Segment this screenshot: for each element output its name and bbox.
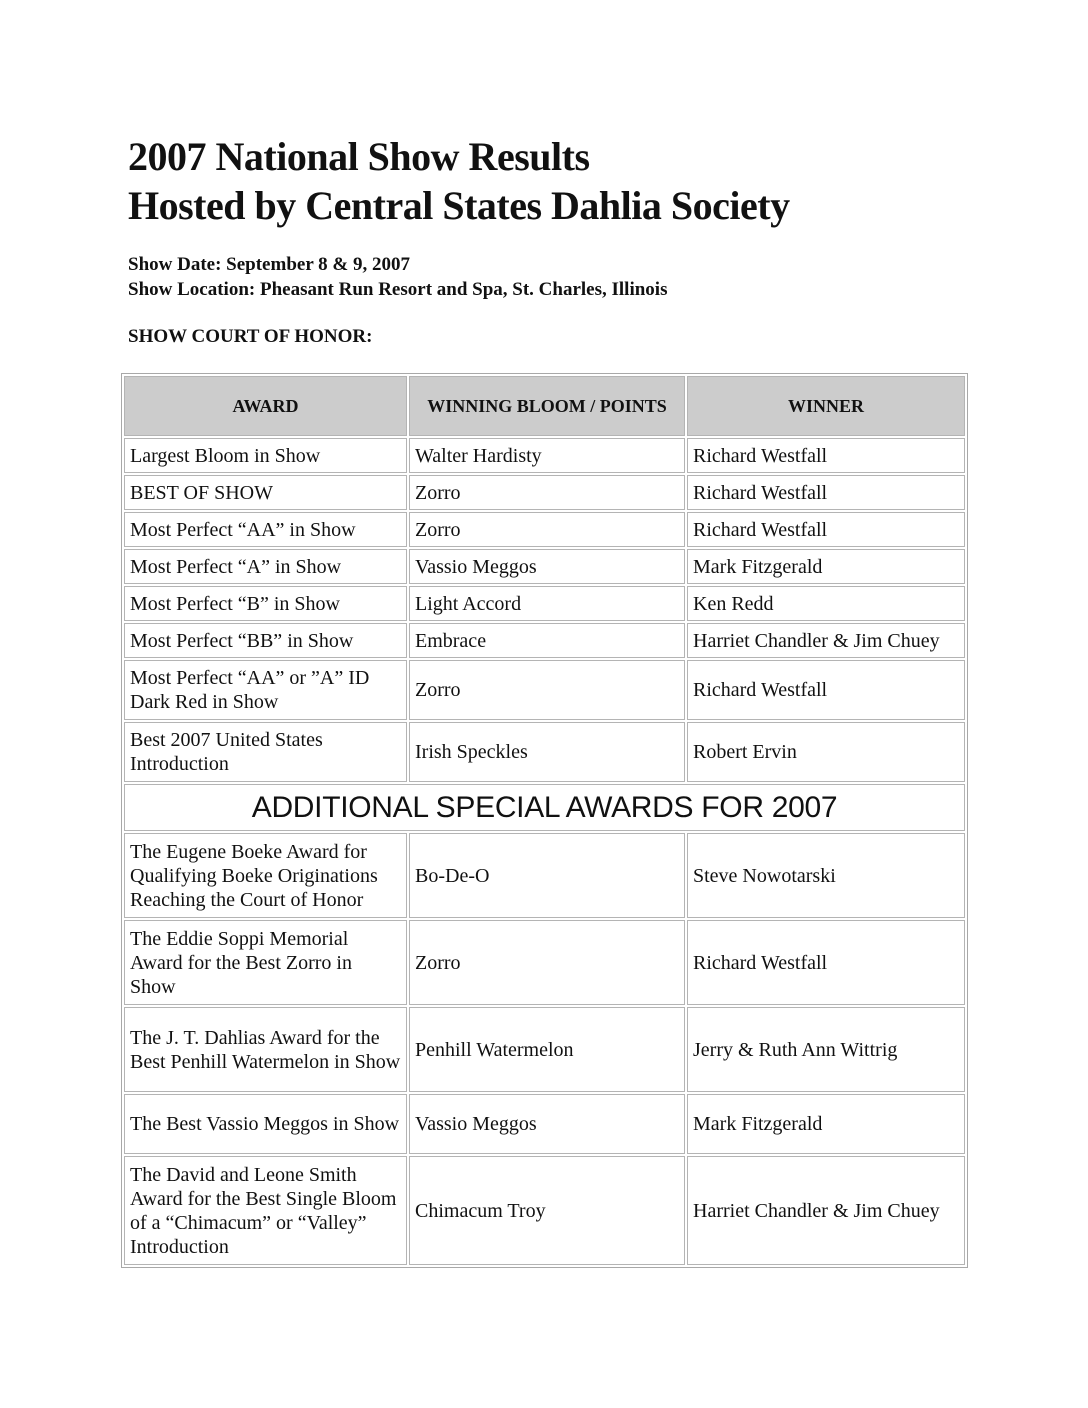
award-cell: Largest Bloom in Show xyxy=(124,438,407,473)
bloom-cell: Chimacum Troy xyxy=(409,1156,685,1265)
page-title-line-2: Hosted by Central States Dahlia Society xyxy=(128,183,790,228)
winner-cell: Harriet Chandler & Jim Chuey xyxy=(687,1156,965,1265)
winner-cell: Harriet Chandler & Jim Chuey xyxy=(687,623,965,658)
show-date: Show Date: September 8 & 9, 2007 xyxy=(128,254,410,275)
header-winning-bloom: WINNING BLOOM / POINTS xyxy=(409,376,685,436)
winner-cell: Robert Ervin xyxy=(687,722,965,782)
table-row xyxy=(124,1007,965,1092)
winner-cell: Mark Fitzgerald xyxy=(687,1094,965,1154)
page-title xyxy=(128,132,790,230)
show-info xyxy=(128,252,667,302)
header-winner: WINNER xyxy=(687,376,965,436)
winner-cell: Richard Westfall xyxy=(687,660,965,720)
table-header-row xyxy=(124,376,965,436)
bloom-cell: Light Accord xyxy=(409,586,685,621)
court-of-honor-label: SHOW COURT OF HONOR: xyxy=(128,326,373,347)
award-cell: Most Perfect “AA” or ”A” ID Dark Red in Show xyxy=(124,660,407,720)
page-title-line-1: 2007 National Show Results xyxy=(128,134,590,179)
winner-cell: Richard Westfall xyxy=(687,475,965,510)
award-cell: Most Perfect “AA” in Show xyxy=(124,512,407,547)
award-cell: Most Perfect “A” in Show xyxy=(124,549,407,584)
table-row xyxy=(124,623,965,658)
special-awards-heading-row xyxy=(124,784,965,831)
award-cell: The Eugene Boeke Award for Qualifying Boeke Originations Reaching the Court of Honor xyxy=(124,833,407,918)
table-row xyxy=(124,833,965,918)
special-awards-heading: ADDITIONAL SPECIAL AWARDS FOR 2007 xyxy=(124,784,965,831)
award-cell: Most Perfect “B” in Show xyxy=(124,586,407,621)
winner-cell: Steve Nowotarski xyxy=(687,833,965,918)
award-cell: Best 2007 United States Introduction xyxy=(124,722,407,782)
award-cell: The Eddie Soppi Memorial Award for the Best Zorro in Show xyxy=(124,920,407,1005)
bloom-cell: Walter Hardisty xyxy=(409,438,685,473)
award-cell: Most Perfect “BB” in Show xyxy=(124,623,407,658)
award-cell: BEST OF SHOW xyxy=(124,475,407,510)
header-award: AWARD xyxy=(124,376,407,436)
table-row xyxy=(124,1156,965,1265)
award-cell: The David and Leone Smith Award for the Best Single Bloom of a “Chimacum” or “Valley” Introduction xyxy=(124,1156,407,1265)
bloom-cell: Bo-De-O xyxy=(409,833,685,918)
table-row xyxy=(124,475,965,510)
bloom-cell: Irish Speckles xyxy=(409,722,685,782)
winner-cell: Ken Redd xyxy=(687,586,965,621)
table-row xyxy=(124,722,965,782)
winner-cell: Jerry & Ruth Ann Wittrig xyxy=(687,1007,965,1092)
bloom-cell: Embrace xyxy=(409,623,685,658)
bloom-cell: Vassio Meggos xyxy=(409,549,685,584)
bloom-cell: Zorro xyxy=(409,660,685,720)
table-row xyxy=(124,660,965,720)
winner-cell: Richard Westfall xyxy=(687,920,965,1005)
table-row xyxy=(124,549,965,584)
table-row xyxy=(124,512,965,547)
winner-cell: Mark Fitzgerald xyxy=(687,549,965,584)
table-row xyxy=(124,586,965,621)
table-row xyxy=(124,1094,965,1154)
award-cell: The Best Vassio Meggos in Show xyxy=(124,1094,407,1154)
winner-cell: Richard Westfall xyxy=(687,512,965,547)
bloom-cell: Zorro xyxy=(409,475,685,510)
table-row xyxy=(124,438,965,473)
table-row xyxy=(124,920,965,1005)
bloom-cell: Penhill Watermelon xyxy=(409,1007,685,1092)
bloom-cell: Zorro xyxy=(409,512,685,547)
show-location: Show Location: Pheasant Run Resort and Spa, St. Charles, Illinois xyxy=(128,279,668,300)
results-table xyxy=(121,373,968,1268)
award-cell: The J. T. Dahlias Award for the Best Penhill Watermelon in Show xyxy=(124,1007,407,1092)
bloom-cell: Zorro xyxy=(409,920,685,1005)
bloom-cell: Vassio Meggos xyxy=(409,1094,685,1154)
winner-cell: Richard Westfall xyxy=(687,438,965,473)
